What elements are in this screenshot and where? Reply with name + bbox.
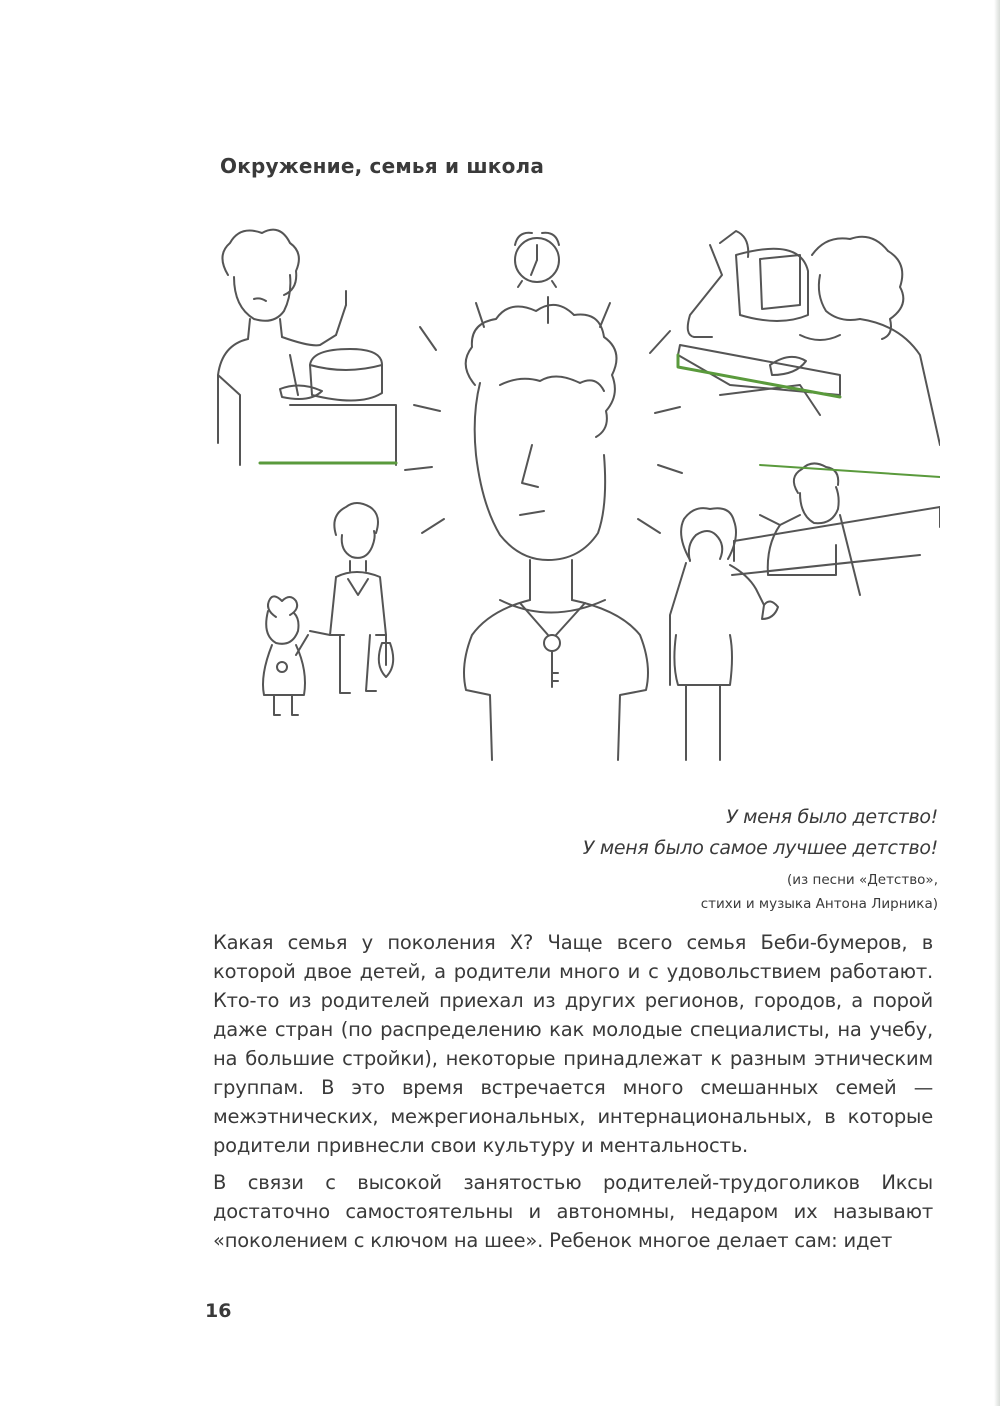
page-number: 16 [205,1300,232,1322]
boy-at-shop-counter [670,463,940,760]
epigraph [218,802,938,916]
paragraph: Какая семья у поколения Х? Чаще всего семья Беби-бумеров, в которой двое детей, а родители много и с удовольствием работают. Кто-то из родителей приехал из других регионов, городов, а порой даже стран (по распределению как молодые специалисты, на учебу, на большие стройки), некоторые принадлежат к разным этническим группам. В это время встречается много смешанных семей — межэтнических, межрегиональных, интернациональных, в которые родители привнесли свои культуру и ментальность. [213,931,933,1157]
epigraph-source [218,868,938,916]
alarm-clock-icon [515,233,559,287]
page-edge-shadow [994,0,1000,1406]
father-and-daughter [263,503,393,715]
key-icon [544,635,560,687]
boy-with-key [464,305,648,760]
body-text [213,928,933,1263]
epigraph-line: У меня было самое лучшее детство! [582,837,938,859]
paragraph: В связи с высокой занятостью родителей-трудоголиков Иксы достаточно самостоятельны и автономны, недаром их называют «поколением с ключом на шее». Ребенок многое делает сам: идет [213,1171,933,1252]
mother-cooking [218,230,396,465]
section-heading: Окружение, семья и школа [220,154,545,178]
illustration [200,215,940,775]
radiating-lines [405,297,682,533]
epigraph-source-line: (из песни «Детство», [787,872,938,888]
epigraph-line: У меня было детство! [726,806,938,828]
woman-at-desk [678,231,940,445]
epigraph-source-line: стихи и музыка Антона Лирника) [700,896,938,912]
